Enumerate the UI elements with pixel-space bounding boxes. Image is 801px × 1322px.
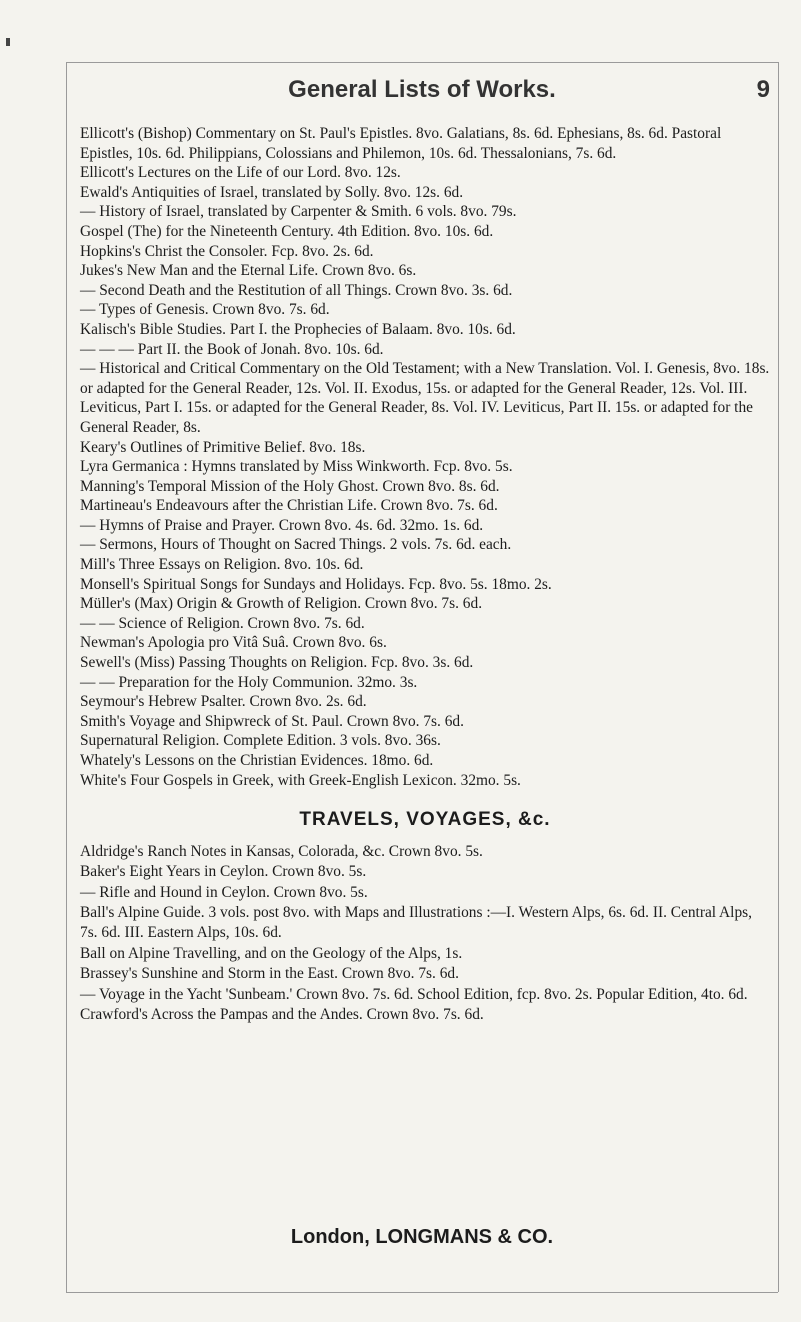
list-item: Kalisch's Bible Studies. Part I. the Prophecies of Balaam. 8vo. 10s. 6d. xyxy=(80,320,516,338)
list-item: — Historical and Critical Commentary on the Old Testament; with a New Translation. Vol. I. Genesis, 8vo. 18s. or adapted for the General Reader, 12s. Vol. II. Exodus, 15s. or adapted for the General Reader, 12s. Vol. III. Leviticus, Part I. 15s. or adapted for the General Reader, 8s. Vol. IV. Leviticus, Part II. 15s. or adapted for the General Reader, 8s. xyxy=(80,360,770,436)
list-item: — Second Death and the Restitution of all Things. Crown 8vo. 3s. 6d. xyxy=(80,281,513,299)
list-item: Martineau's Endeavours after the Christian Life. Crown 8vo. 7s. 6d. xyxy=(80,497,498,515)
list-item: Ball on Alpine Travelling, and on the Geology of the Alps, 1s. xyxy=(80,944,463,962)
list-item: White's Four Gospels in Greek, with Greek-English Lexicon. 32mo. 5s. xyxy=(80,771,521,789)
list-item: Lyra Germanica : Hymns translated by Miss Winkworth. Fcp. 8vo. 5s. xyxy=(80,458,513,476)
list-item: Aldridge's Ranch Notes in Kansas, Colorada, &c. Crown 8vo. 5s. xyxy=(80,842,483,860)
list-item: Whately's Lessons on the Christian Evidences. 18mo. 6d. xyxy=(80,752,434,769)
page-frame-left xyxy=(66,62,67,1292)
list-item: — Types of Genesis. Crown 8vo. 7s. 6d. xyxy=(80,301,330,319)
page-content xyxy=(80,124,770,1025)
list-item: Ewald's Antiquities of Israel, translated by Solly. 8vo. 12s. 6d. xyxy=(80,183,464,201)
list-item: Hopkins's Christ the Consoler. Fcp. 8vo. 2s. 6d. xyxy=(80,242,374,260)
page-number: 9 xyxy=(756,76,770,103)
margin-mark xyxy=(6,38,10,46)
list-item: Brassey's Sunshine and Storm in the East. Crown 8vo. 7s. 6d. xyxy=(80,965,459,983)
page-frame-right xyxy=(778,62,779,1292)
page-frame-bottom xyxy=(66,1292,778,1293)
list-item: Keary's Outlines of Primitive Belief. 8vo. 18s. xyxy=(80,438,366,456)
list-item: Müller's (Max) Origin & Growth of Religion. Crown 8vo. 7s. 6d. xyxy=(80,595,483,613)
list-item: Supernatural Religion. Complete Edition. 3 vols. 8vo. 36s. xyxy=(80,732,441,750)
section-heading: TRAVELS, VOYAGES, &c. xyxy=(299,809,551,831)
list-item: — — Preparation for the Holy Communion. 32mo. 3s. xyxy=(80,673,418,691)
list-item: — — Science of Religion. Crown 8vo. 7s. 6d. xyxy=(80,614,365,632)
list-item: — Voyage in the Yacht 'Sunbeam.' Crown 8vo. 7s. 6d. School Edition, fcp. 8vo. 2s. Popular Edition, 4to. 6d. xyxy=(80,985,748,1003)
running-head xyxy=(66,76,778,116)
list-item: Baker's Eight Years in Ceylon. Crown 8vo. 5s. xyxy=(80,863,367,881)
list-item: — Rifle and Hound in Ceylon. Crown 8vo. 5s. xyxy=(80,883,368,901)
list-item: — Hymns of Praise and Prayer. Crown 8vo. 4s. 6d. 32mo. 1s. 6d. xyxy=(80,516,484,534)
list-item: Monsell's Spiritual Songs for Sundays and Holidays. Fcp. 8vo. 5s. 18mo. 2s. xyxy=(80,575,552,593)
list-item: Smith's Voyage and Shipwreck of St. Paul. Crown 8vo. 7s. 6d. xyxy=(80,712,464,730)
list-item: — History of Israel, translated by Carpenter & Smith. 6 vols. 8vo. 79s. xyxy=(80,203,517,221)
travels-list xyxy=(80,842,770,1026)
list-item: Ball's Alpine Guide. 3 vols. post 8vo. with Maps and Illustrations :—I. Western Alps, 6s. 6d. II. Central Alps, 7s. 6d. III. Eastern Alps, 10s. 6d. xyxy=(80,904,752,942)
page-title: General Lists of Works. xyxy=(288,76,556,103)
list-item: Gospel (The) for the Nineteenth Century. 4th Edition. 8vo. 10s. 6d. xyxy=(80,222,494,240)
publisher-imprint: London, LONGMANS & CO. xyxy=(290,1226,554,1248)
list-item: Jukes's New Man and the Eternal Life. Crown 8vo. 6s. xyxy=(80,262,417,280)
list-item: — — — Part II. the Book of Jonah. 8vo. 10s. 6d. xyxy=(80,340,384,358)
list-item: — Sermons, Hours of Thought on Sacred Things. 2 vols. 7s. 6d. each. xyxy=(80,536,512,554)
list-item: Crawford's Across the Pampas and the Andes. Crown 8vo. 7s. 6d. xyxy=(80,1006,484,1024)
list-item: Manning's Temporal Mission of the Holy Ghost. Crown 8vo. 8s. 6d. xyxy=(80,477,500,495)
list-item: Sewell's (Miss) Passing Thoughts on Religion. Fcp. 8vo. 3s. 6d. xyxy=(80,654,474,672)
list-item: Mill's Three Essays on Religion. 8vo. 10s. 6d. xyxy=(80,556,364,574)
religious-works-list xyxy=(80,124,770,790)
list-item: Ellicott's Lectures on the Life of our Lord. 8vo. 12s. xyxy=(80,164,401,182)
list-item: Ellicott's (Bishop) Commentary on St. Paul's Epistles. 8vo. Galatians, 8s. 6d. Ephesians, 8s. 6d. Pastoral Epistles, 10s. 6d. Philippians, Colossians and Philemon, 10s. 6d. Thessalonians, 7s. 6d. xyxy=(80,125,722,162)
list-item: Seymour's Hebrew Psalter. Crown 8vo. 2s. 6d. xyxy=(80,693,367,711)
list-item: Newman's Apologia pro Vitâ Suâ. Crown 8vo. 6s. xyxy=(80,634,387,652)
page-frame-top xyxy=(66,62,778,63)
